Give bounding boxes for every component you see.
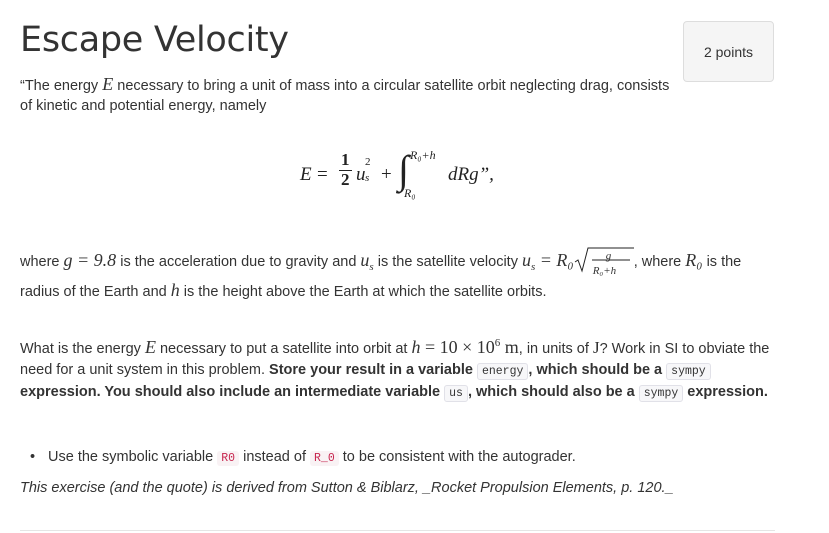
question-text-2: necessary to put a satellite into orbit at xyxy=(159,341,408,357)
code-sympy-2: sympy xyxy=(639,385,684,402)
question-text-3: , in units of xyxy=(518,341,589,357)
question-text-1: What is the energy xyxy=(20,341,141,357)
code-R0: R0 xyxy=(217,451,239,466)
fraction-denominator: 2 xyxy=(341,170,350,189)
equation-equals: = xyxy=(317,164,328,185)
sqrt-denominator: R₀+h xyxy=(592,265,617,278)
instruction-bold-1: Store your result in a variable xyxy=(269,362,473,378)
sqrt-numerator: g xyxy=(605,250,612,263)
gravity-value: g = 9.8 xyxy=(63,250,117,270)
intro-paragraph xyxy=(20,74,685,116)
intro-quote-rest: necessary to bring a unit of mass into a circular satellite orbit neglecting drag, consists of kinetic and potential energy, namely xyxy=(20,78,670,114)
code-sympy-1: sympy xyxy=(666,363,711,380)
radius-symbol: R₀ xyxy=(685,250,703,270)
intro-quote-open: “The energy xyxy=(20,78,99,94)
instruction-bold-2: , which should be a xyxy=(528,362,663,378)
bullet-text-3: to be consistent with the autograder. xyxy=(342,449,576,465)
us-symbol: $u_s$ xyxy=(360,250,374,273)
code-us: us xyxy=(444,385,468,402)
section-divider xyxy=(20,530,775,531)
page-title: Escape Velocity xyxy=(20,20,289,60)
code-R_0: R_0 xyxy=(310,451,339,466)
bullet-item xyxy=(48,449,576,465)
bullet-text-2: instead of xyxy=(243,449,306,465)
energy-symbol: E xyxy=(102,74,114,94)
fraction-numerator: 1 xyxy=(341,150,350,169)
definition-text-3: is the satellite velocity xyxy=(377,254,518,270)
bullet-dot: • xyxy=(30,449,36,465)
instruction-bold-4: , which should also be a xyxy=(467,384,635,400)
height-value: $h = 10 \times 10^6$ m xyxy=(411,337,519,357)
bullet-text-1: Use the symbolic variable xyxy=(48,449,214,465)
instruction-bold-3: expression. You should also include an intermediate variable xyxy=(20,384,441,400)
definition-text-1: where xyxy=(20,254,60,270)
question-energy-symbol: E xyxy=(144,337,156,357)
integral-lower-limit: R₀ xyxy=(404,186,416,200)
integral-upper-limit: R₀+h xyxy=(410,148,436,162)
definition-text-5: is the xyxy=(706,254,742,270)
definition-line-2 xyxy=(20,280,780,302)
us-term: u 2 s xyxy=(356,156,371,185)
points-badge: 2 points xyxy=(683,21,774,82)
question-paragraph xyxy=(20,333,780,404)
instruction-bold-5: expression. xyxy=(687,384,768,400)
integrand: dRg”, xyxy=(448,164,494,185)
definition-line-1 xyxy=(20,250,780,277)
integral-sign: ∫ xyxy=(398,147,409,192)
source-note: This exercise (and the quote) is derived from Sutton & Biblarz, _Rocket Propulsion Elements, p. 120._ xyxy=(20,480,674,496)
equation-plus: + xyxy=(381,164,392,185)
code-energy: energy xyxy=(477,363,528,380)
equation-lhs: E xyxy=(300,164,312,185)
definition-text-4: , where xyxy=(633,254,682,270)
sqrt-expression xyxy=(574,250,634,278)
us-equation: $u_s = R_0$ xyxy=(522,250,574,273)
question-text-4: ? Work in SI to obviate the need for a unit system in this problem. xyxy=(20,341,770,378)
height-symbol: h xyxy=(170,280,180,300)
definition-text-2: is the acceleration due to gravity and xyxy=(120,254,357,270)
definition-line2-text-1: radius of the Earth and xyxy=(20,284,167,300)
joule-unit: J xyxy=(592,338,600,357)
definition-line2-text-2: is the height above the Earth at which the satellite orbits. xyxy=(183,284,547,300)
